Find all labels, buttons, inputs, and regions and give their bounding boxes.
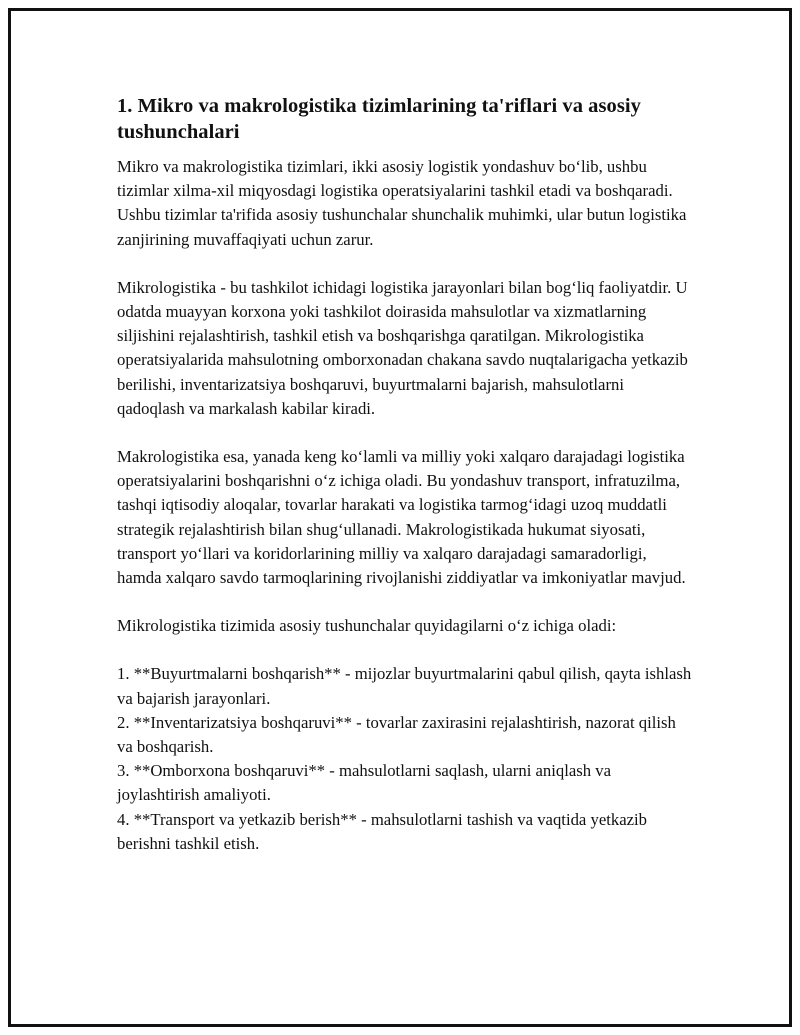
- list-item: 1. **Buyurtmalarni boshqarish** - mijozlar buyurtmalarini qabul qilish, qayta ishlash va bajarish jarayonlari.: [117, 664, 692, 708]
- list-item: 3. **Omborxona boshqaruvi** - mahsulotlarni saqlash, ularni aniqlash va joylashtirish amaliyoti.: [117, 761, 612, 805]
- paragraph-micrologistics: Mikrologistika - bu tashkilot ichidagi logistika jarayonlari bilan bog‘liq faoliyatdir. U odatda muayyan korxona yoki tashkilot doirasida mahsulotlar va xizmatlarning siljishini rejalashtirish, tashkil etish va boshqarishga qaratilgan. Mikrologistika operatsiyalarida mahsulotning omborxonadan chakana savdo nuqtalarigacha yetkazib berilishi, inventarizatsiya boshqaruvi, buyurtmalarni bajarish, mahsulotlarni qadoqlash va markalash kabilar kiradi.: [117, 277, 688, 418]
- document-body: [117, 93, 692, 856]
- concepts-list: [117, 662, 692, 856]
- paragraph-intro: Mikro va makrologistika tizimlari, ikki asosiy logistik yondashuv bo‘lib, ushbu tizimlar xilma-xil miqyosdagi logistika operatsiyalarini tashkil etadi va boshqaradi. Ushbu tizimlar ta'rifida asosiy tushunchalar shunchalik muhimki, ular butun logistika zanjirining muvaffaqiyati uchun zarur.: [117, 157, 687, 249]
- document-title: 1. Mikro va makrologistika tizimlarining ta'riflari va asosiy tushunchalari: [117, 95, 641, 143]
- paragraph-macrologistics: Makrologistika esa, yanada keng ko‘lamli va milliy yoki xalqaro darajadagi logistika operatsiyalarini boshqarishni o‘z ichiga oladi. Bu yondashuv transport, infratuzilma, tashqi iqtisodiy aloqalar, tovarlar harakati va logistika tarmog‘idagi uzoq muddatli strategik rejalashtirish bilan shug‘ullanadi. Makrologistikada hukumat siyosati, transport yo‘llari va koridorlarining milliy va xalqaro darajadagi samaradorligi, hamda xalqaro savdo tarmoqlarining rivojlanishi ziddiyatlar va imkoniyatlar mavjud.: [117, 447, 686, 588]
- paragraph-list-intro: Mikrologistika tizimida asosiy tushunchalar quyidagilarni o‘z ichiga oladi:: [117, 616, 617, 636]
- list-item: 2. **Inventarizatsiya boshqaruvi** - tovarlar zaxirasini rejalashtirish, nazorat qilish va boshqarish.: [117, 712, 676, 757]
- list-item: 4. **Transport va yetkazib berish** - mahsulotlarni tashish va vaqtida yetkazib berishni tashkil etish.: [117, 809, 648, 853]
